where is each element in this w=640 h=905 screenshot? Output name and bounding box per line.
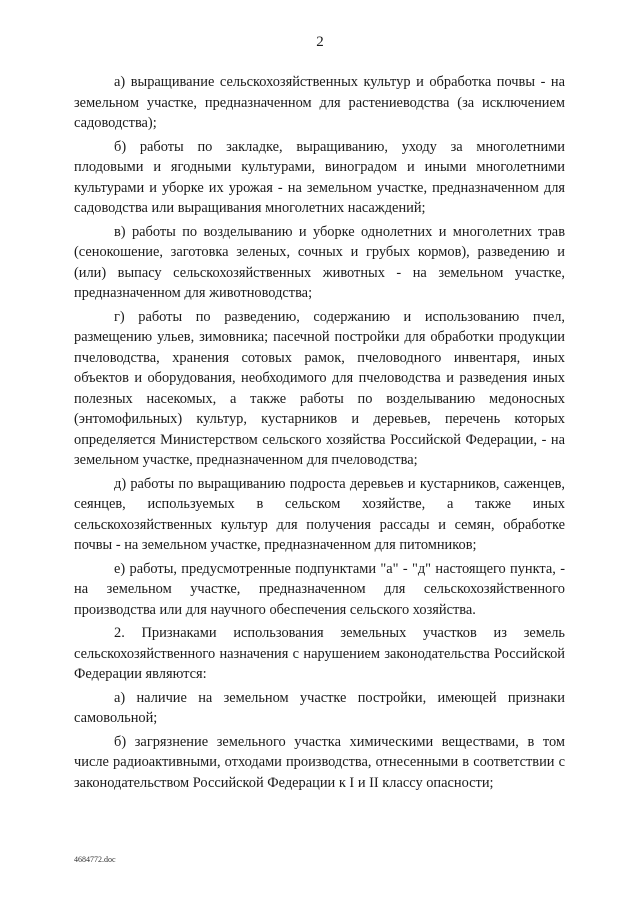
paragraph-e-production: е) работы, предусмотренные подпунктами "а" - "д" настоящего пункта, - на земельном участке, предназначенном для сельскохозяйственного производства или для научного обеспечения сельского хозяйства. — [74, 560, 565, 618]
paragraph-a-cultivation: а) выращивание сельскохозяйственных культур и обработка почвы - на земельном участке, предназначенном для растениеводства (за исключением садоводства); — [74, 74, 565, 131]
document-body — [74, 72, 565, 796]
page-number: 2 — [316, 34, 324, 50]
document-filename-footer: 4684772.doc — [74, 855, 116, 864]
paragraph-v-livestock: в) работы по возделыванию и уборке однолетних и многолетних трав (сенокошение, заготовка зеленых, сочных и грубых кормов), разведению и (или) выпасу сельскохозяйственных животных - на земельном участке, предназначенном для животноводства; — [74, 223, 565, 301]
paragraph-a-unauthorized-building: а) наличие на земельном участке постройки, имеющей признаки самовольной; — [74, 689, 565, 726]
paragraph-g-beekeeping: г) работы по разведению, содержанию и использованию пчел, размещению ульев, зимовника; пасечной постройки для обработки продукции пчеловодства, хранения сотовых рамок, пчеловодного инвентаря, иных объектов и оборудования, необходимого для пчеловодства и разведения иных полезных насекомых, а также работы по возделыванию медоносных (энтомофильных) культур, кустарников и деревьев, перечень которых определяется Министерством сельского хозяйства Российской Федерации, - на земельном участке, предназначенном для пчеловодства; — [74, 308, 565, 468]
paragraph-b-perennials: б) работы по закладке, выращиванию, уходу за многолетними плодовыми и ягодными культурами, виноградом и иными многолетними культурами и уборке их урожая - на земельном участке, предназначенном для садоводства или выращивания многолетних насаждений; — [74, 138, 565, 216]
paragraph-b-contamination: б) загрязнение земельного участка химическими веществами, в том числе радиоактивными, отходами производства, отнесенными в соответствии с законодательством Российской Федерации к I и II классу опасности; — [74, 733, 565, 791]
paragraph-d-nurseries: д) работы по выращиванию подроста деревьев и кустарников, саженцев, сеянцев, используемых в сельском хозяйстве, а также иных сельскохозяйственных культур для получения рассады и семян, обработке почвы - на земельном участке, предназначенном для питомников; — [74, 475, 565, 553]
paragraph-2-violation-signs: 2. Признаками использования земельных участков из земель сельскохозяйственного назначения с нарушением законодательства Российской Федерации являются: — [74, 625, 565, 682]
